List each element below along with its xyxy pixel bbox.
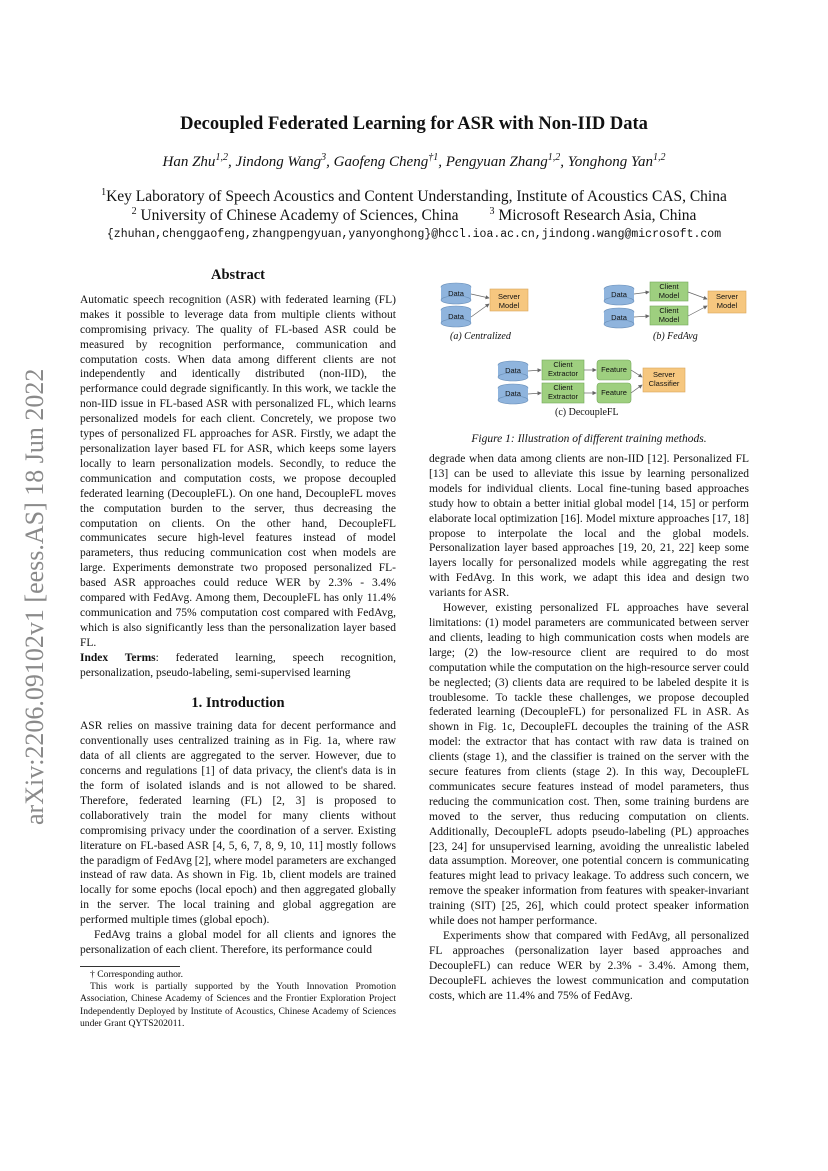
affiliation-1: $^1$Key Laboratory of Speech Acoustics and Content Understanding, Institute of Acoustics CAS, China bbox=[101, 187, 727, 206]
affiliation-2: $^2$ University of Chinese Academy of Sciences, China $^3$ Microsoft Research Asia, China bbox=[131, 206, 697, 225]
intro-paragraph-1: ASR relies on massive training data for decent performance and conventionally uses centralized training as in Fig. 1a, where raw data of all clients are aggregated to the server. However, due to concerns and regulations [1] of data privacy, the client's data is in the form of isolated islands and is not allowed to be shared. Therefore, federated learning (FL) [2, 3] is proposed to collaboratively train the model for many clients without compromising privacy under the coordination of a server. Existing literature on FL-based ASR [4, 5, 6, 7, 8, 9, 10, 11] mostly follows the paradigm of FedAvg [2], where model parameters are exchanged instead of raw data. As shown in Fig. 1b, client models are trained locally for some epochs (local epoch) and then aggregated globally in the server. The local training and global aggregation are performed multiple times (global epoch). bbox=[80, 720, 396, 927]
author-list: Han Zhu$^{1,2}$, Jindong Wang$^3$, Gaofeng Cheng$^{\dagger 1}$, Pengyuan Zhang$^{1,2}$, Yonghong Yan$^{1,2}$ bbox=[162, 152, 666, 170]
right-paragraph-2: However, existing personalized FL approaches have several limitations: (1) model parameters are communicated between server and clients, leading to high communication costs when models are large; (2) the low-resource client are required to do most computation while the computation on the high-resource server could be neglected; (3) clients data are required to be labeled despite it is troublesome. To tackle these challenges, we propose decoupled federated learning (DecoupleFL) for personalized FL in ASR. As shown in Fig. 1c, DecoupleFL decouples the training of the ASR model: the extractor that has contact with raw data is trained on clients (stage 1), and the classifier is trained on the server with the secure features from clients (stage 2). In this way, DecoupleFL communicates secure features instead of model parameters, thus reducing the communication cost. Then, some training burdens are moved to the server, thus reducing computation on clients. Additionally, DecoupleFL adopts pseudo-labeling (PL) approaches [23, 24] for unsupervised learning, avoiding the unrealistic labeled data assumption. Moreover, one potential concern is communicating features might lead to privacy leakage. To address such concern, we remove the speaker information from features with speaker-invariant training (SIT) [25, 26], which could protect speaker information while does not hamper performance. bbox=[429, 602, 749, 928]
fig-c-feature-1: Feature bbox=[601, 365, 627, 374]
footnote-corresponding: † Corresponding author. bbox=[90, 969, 183, 980]
figure-1-diagram bbox=[429, 277, 749, 427]
footnote-divider bbox=[80, 966, 180, 967]
fig-b-data-2: Data bbox=[611, 313, 627, 322]
right-column bbox=[429, 452, 749, 1004]
fig-caption-a: (a) Centralized bbox=[450, 331, 511, 342]
author-emails: {zhuhan,chenggaofeng,zhangpengyuan,yanyonghong}@hccl.ioa.ac.cn,jindong.wang@microsoft.com bbox=[106, 228, 722, 241]
arxiv-side-stamp: arXiv:2206.09102v1 [eess.AS] 18 Jun 2022 bbox=[20, 368, 49, 825]
fig-b-data-1: Data bbox=[611, 290, 627, 299]
fig-caption-b: (b) FedAvg bbox=[653, 331, 698, 342]
right-paragraph-1: degrade when data among clients are non-IID [12]. Personalized FL [13] can be used to alleviate this issue by learning personalized models for individual clients. Local fine-tuning based approaches study how to obtain a better initial global model [14, 15] or perform elaborate local optimization [16]. Model mixture approaches [17, 18] propose to interpolate the local and the global models. Personalization layer based approaches [19, 20, 21, 22] keep some layers locally for personalized models while aggregating the rest with FedAvg. In this work, we adapt this idea and design two variants for ASR. bbox=[429, 453, 749, 600]
fig-c-client-extractor-1: Client Extractor bbox=[547, 360, 578, 378]
index-terms bbox=[80, 651, 396, 681]
fig-c-server-classifier: Server Classifier bbox=[648, 370, 680, 388]
fig-b-client-model-2: Client Model bbox=[658, 306, 680, 324]
fig-b-client-model-1: Client Model bbox=[658, 282, 680, 300]
footnotes bbox=[80, 969, 396, 1030]
fig-a-server-model: Server Model bbox=[497, 292, 521, 310]
introduction-heading: 1. Introduction bbox=[191, 695, 285, 712]
fig-a-data-2: Data bbox=[448, 312, 464, 321]
paper-title: Decoupled Federated Learning for ASR with Non-IID Data bbox=[180, 114, 648, 134]
footnote-funding: This work is partially supported by the Youth Innovation Promotion Association, Chinese Academy of Sciences and the Frontier Exploration Project Independently Deployed by Institute of Acoustics, Chinese Academy of Sciences under Grant QYTS202011. bbox=[80, 981, 396, 1029]
fig-a-data-1: Data bbox=[448, 289, 464, 298]
fig-c-feature-2: Feature bbox=[601, 388, 627, 397]
fig-b-server-model: Server Model bbox=[715, 292, 739, 310]
fig-c-client-extractor-2: Client Extractor bbox=[547, 383, 578, 401]
fig-caption-c: (c) DecoupleFL bbox=[555, 407, 619, 418]
abstract-text: Automatic speech recognition (ASR) with federated learning (FL) makes it possible to leverage data from multiple clients without compromising privacy. The quality of FL-based ASR could be measured by recognition performance, communication and computation costs. When data among different clients are not independently and identically distributed (non-IID), the performance could degrade significantly. In this work, we tackle the non-IID issue in FL-based ASR with personalized FL, which learns personalized models for each client. Concretely, we propose two types of personalized FL approaches for ASR. Firstly, we adapt the personalization layer based FL for ASR, which keeps some layers locally to learn personalization models. Secondly, to reduce the communication and computation costs, we propose decoupled federated learning (DecoupleFL). On one hand, DecoupleFL moves the computation burden to the server, thus decreasing the computation on clients. On the other hand, DecoupleFL communicates secure high-level features instead of model parameters, thus reducing communication cost when models are large. Experiments demonstrate two proposed personalized FL-based ASR approaches could reduce WER by 2.3% - 3.4% compared with FedAvg. Among them, DecoupleFL has only 11.4% communication and 75% computation cost compared with FedAvg, which is also significantly less than the personalization layer based FL. bbox=[80, 293, 396, 649]
left-column bbox=[80, 268, 396, 958]
fig-c-data-2: Data bbox=[505, 389, 521, 398]
abstract-heading: Abstract bbox=[211, 267, 265, 283]
index-terms-text: : federated learning, speech recognition, personalization, pseudo-labeling, semi-supervised learning bbox=[80, 651, 396, 679]
right-paragraph-3: Experiments show that compared with FedAvg, all personalized FL approaches (personalization layer based approaches and DecoupleFL) can reduce WER by 2.3% - 3.4%. Among them, DecoupleFL achieves the lowest communication and computation costs, which are 11.4% and 75% of FedAvg. bbox=[429, 930, 749, 1002]
fig-c-data-1: Data bbox=[505, 366, 521, 375]
intro-paragraph-2: FedAvg trains a global model for all clients and ignores the personalization of each client. Therefore, its performance could bbox=[80, 929, 396, 956]
index-terms-label: Index Terms bbox=[80, 651, 156, 664]
figure-1-caption: Figure 1: Illustration of different training methods. bbox=[471, 433, 707, 445]
